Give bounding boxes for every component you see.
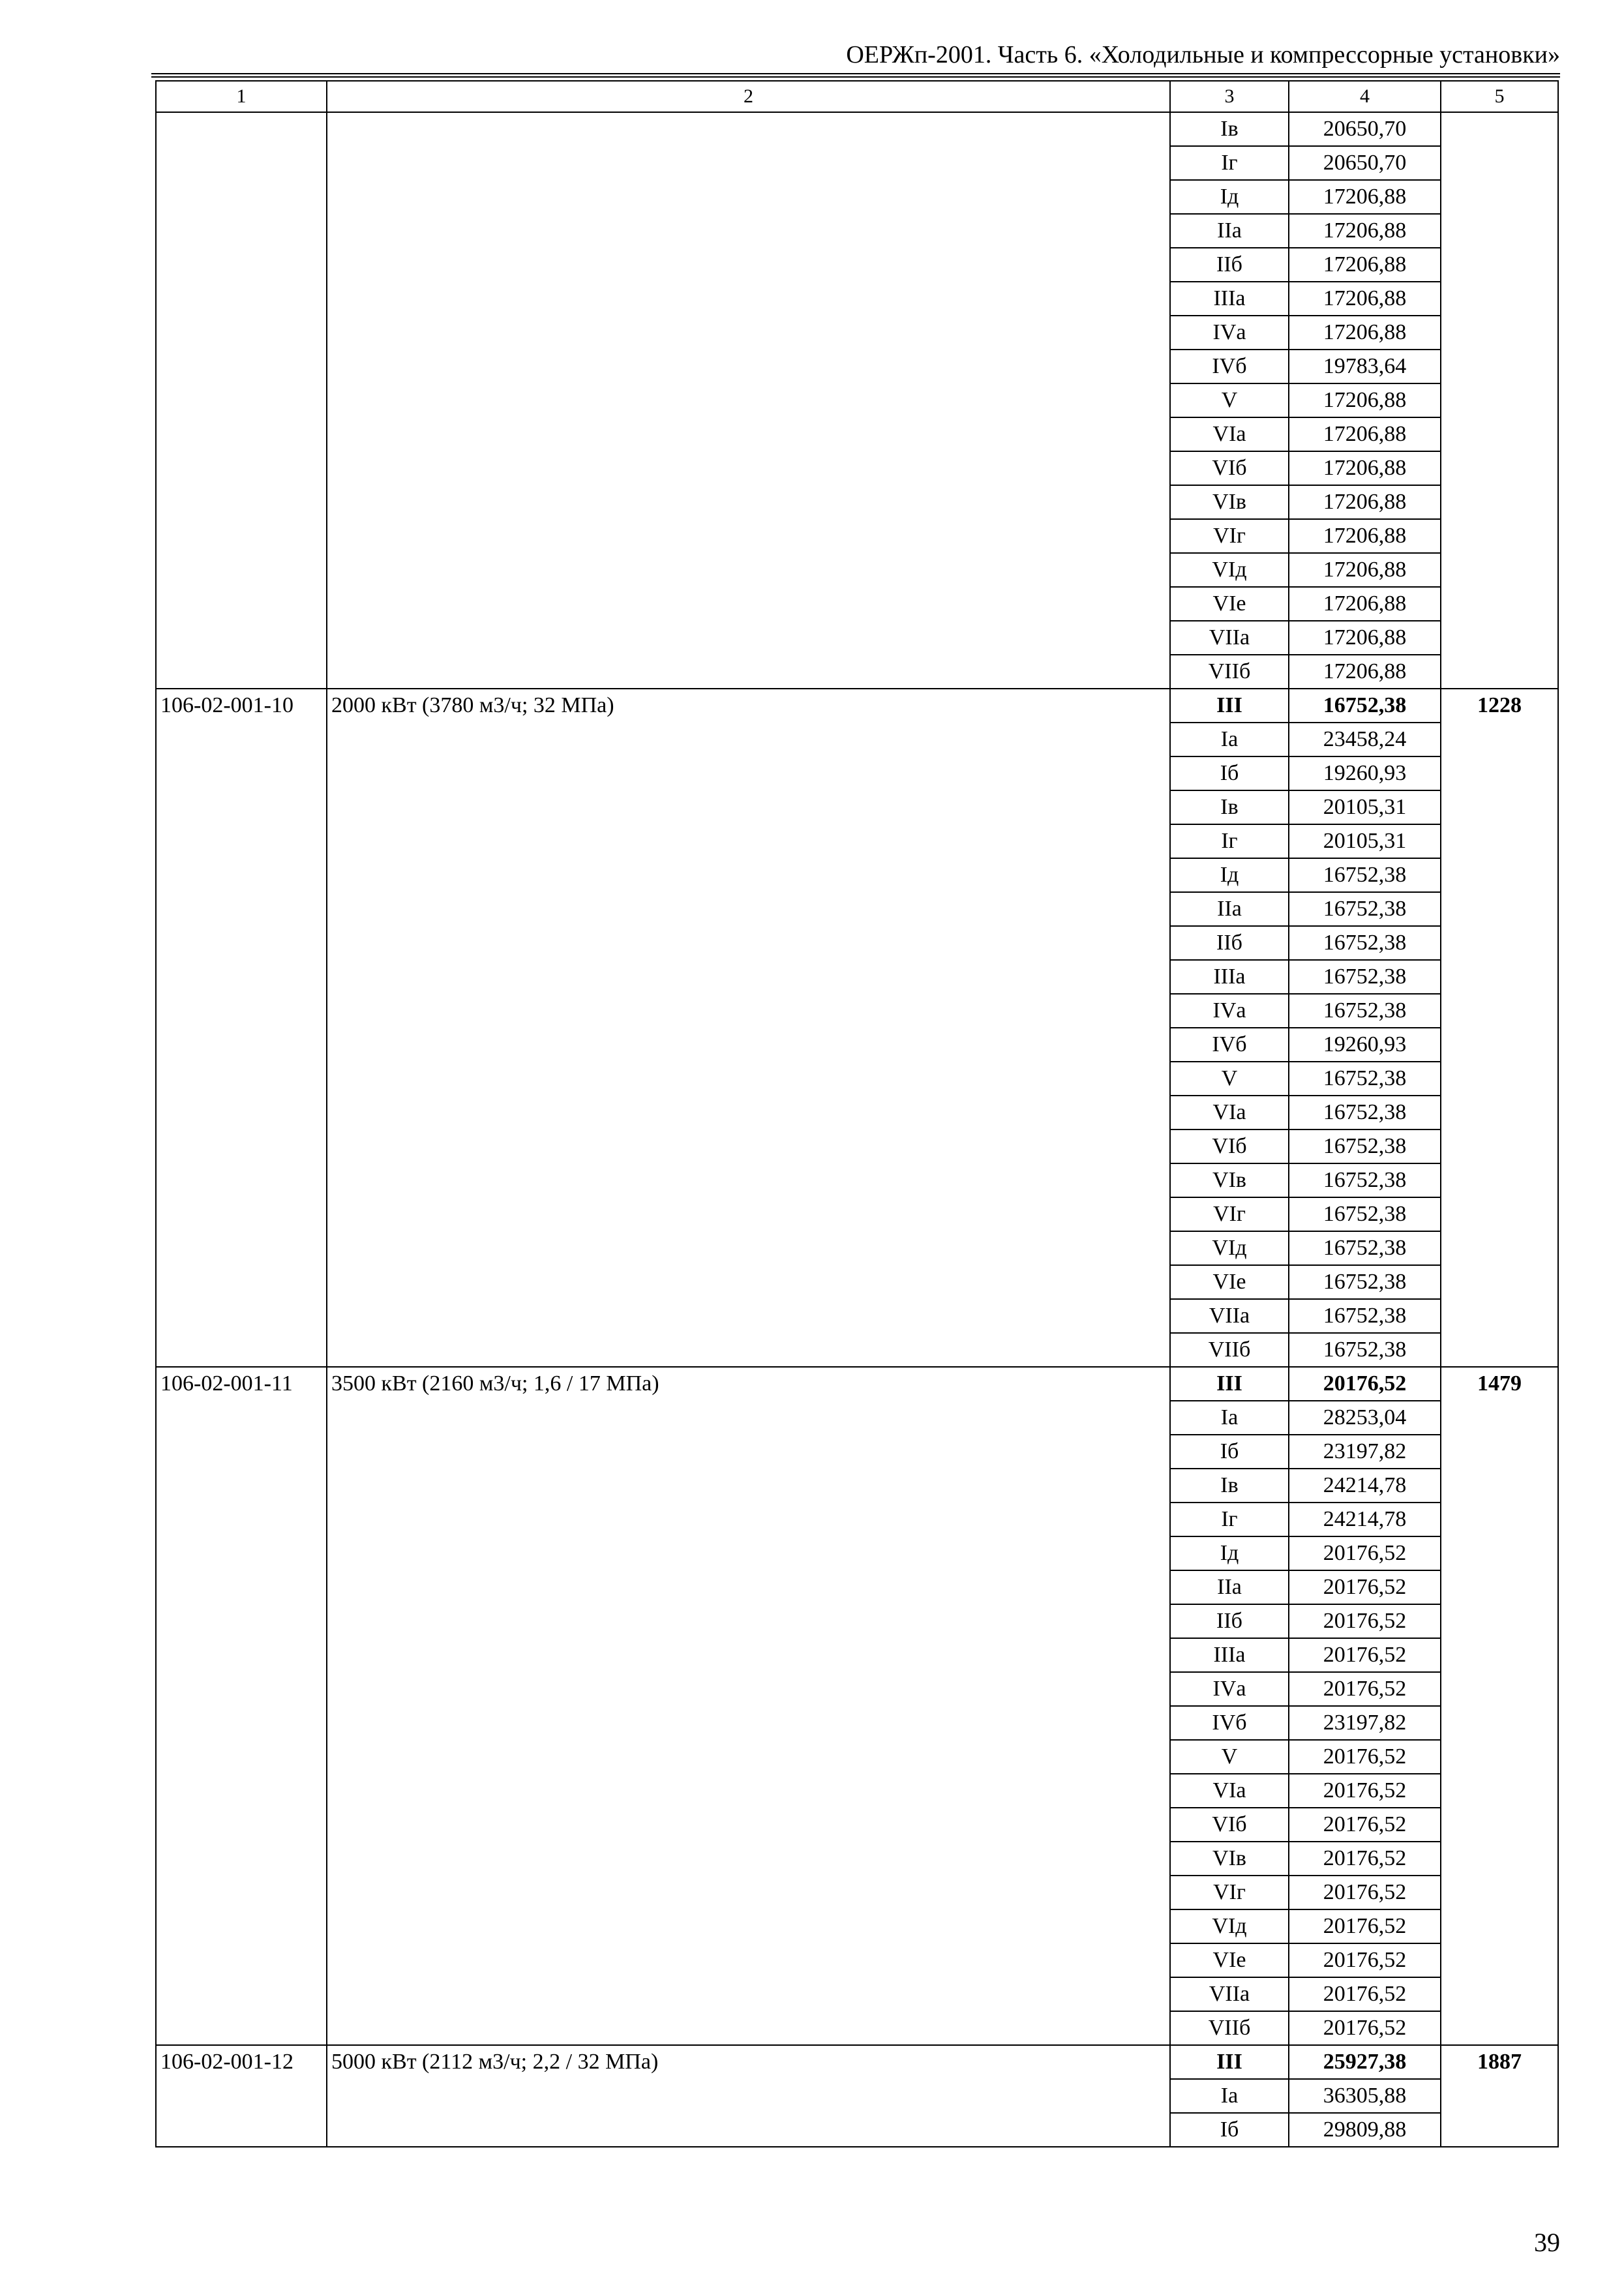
header-rule-top: [151, 73, 1560, 74]
price-cell: 20176,52: [1289, 1909, 1441, 1943]
price-cell: 20176,52: [1289, 1672, 1441, 1706]
price-cell: 17206,88: [1289, 214, 1441, 248]
zone-cell: IVб: [1170, 350, 1289, 383]
zone-cell: VIд: [1170, 553, 1289, 587]
price-cell: 19783,64: [1289, 350, 1441, 383]
zone-cell: IVа: [1170, 1672, 1289, 1706]
price-cell: 20176,52: [1289, 1943, 1441, 1977]
price-cell: 17206,88: [1289, 282, 1441, 316]
zone-cell: III: [1170, 2045, 1289, 2079]
zone-cell: Iа: [1170, 1401, 1289, 1435]
item-description: 2000 кВт (3780 м3/ч; 32 МПа): [327, 689, 1170, 1367]
zone-cell: VIе: [1170, 587, 1289, 621]
zone-cell: VIа: [1170, 1096, 1289, 1130]
zone-cell: Iб: [1170, 1435, 1289, 1469]
zone-cell: Iа: [1170, 723, 1289, 756]
table-row: [156, 2045, 1558, 2079]
zone-cell: IIб: [1170, 1604, 1289, 1638]
zone-cell: VIв: [1170, 485, 1289, 519]
price-cell: 20176,52: [1289, 1876, 1441, 1909]
zone-cell: Iд: [1170, 1536, 1289, 1570]
zone-cell: V: [1170, 383, 1289, 417]
price-cell: 20176,52: [1289, 1638, 1441, 1672]
item-description: [327, 112, 1170, 689]
price-cell: 17206,88: [1289, 587, 1441, 621]
zone-cell: III: [1170, 1367, 1289, 1401]
zone-cell: VIа: [1170, 1774, 1289, 1808]
zone-cell: VIд: [1170, 1231, 1289, 1265]
price-cell: 20176,52: [1289, 1740, 1441, 1774]
zone-cell: VIа: [1170, 417, 1289, 451]
price-cell: 17206,88: [1289, 485, 1441, 519]
page-header: ОЕРЖп-2001. Часть 6. «Холодильные и компрессорные установки»: [846, 41, 1560, 68]
price-cell: 19260,93: [1289, 1028, 1441, 1062]
price-cell: 20176,52: [1289, 1536, 1441, 1570]
zone-cell: VIIа: [1170, 1299, 1289, 1333]
column-number-row: [156, 81, 1558, 112]
zone-cell: VIб: [1170, 1808, 1289, 1842]
price-cell: 17206,88: [1289, 248, 1441, 282]
price-cell: 28253,04: [1289, 1401, 1441, 1435]
zone-cell: IVб: [1170, 1028, 1289, 1062]
price-cell: 17206,88: [1289, 383, 1441, 417]
price-cell: 16752,38: [1289, 1299, 1441, 1333]
price-cell: 20176,52: [1289, 2011, 1441, 2045]
table-row: [156, 689, 1558, 723]
price-cell: 20176,52: [1289, 1842, 1441, 1876]
zone-cell: IIб: [1170, 248, 1289, 282]
item-number: 1228: [1441, 689, 1558, 1367]
zone-cell: IVа: [1170, 994, 1289, 1028]
zone-cell: IIIа: [1170, 1638, 1289, 1672]
zone-cell: Iд: [1170, 858, 1289, 892]
zone-cell: VIг: [1170, 519, 1289, 553]
price-cell: 24214,78: [1289, 1503, 1441, 1536]
zone-cell: VIб: [1170, 451, 1289, 485]
price-cell: 19260,93: [1289, 756, 1441, 790]
zone-cell: IVб: [1170, 1706, 1289, 1740]
column-number: 2: [327, 81, 1170, 112]
zone-cell: Iв: [1170, 112, 1289, 146]
zone-cell: VIIа: [1170, 621, 1289, 655]
zone-cell: III: [1170, 689, 1289, 723]
item-description: 5000 кВт (2112 м3/ч; 2,2 / 32 МПа): [327, 2045, 1170, 2147]
zone-cell: Iв: [1170, 790, 1289, 824]
price-cell: 20176,52: [1289, 1367, 1441, 1401]
price-cell: 16752,38: [1289, 892, 1441, 926]
price-cell: 16752,38: [1289, 1062, 1441, 1096]
zone-cell: VIе: [1170, 1265, 1289, 1299]
zone-cell: Iг: [1170, 824, 1289, 858]
price-cell: 16752,38: [1289, 858, 1441, 892]
zone-cell: Iб: [1170, 2113, 1289, 2147]
price-cell: 20176,52: [1289, 1977, 1441, 2011]
zone-cell: Iб: [1170, 756, 1289, 790]
zone-cell: Iа: [1170, 2079, 1289, 2113]
zone-cell: VIIб: [1170, 1333, 1289, 1367]
price-cell: 20650,70: [1289, 112, 1441, 146]
price-cell: 16752,38: [1289, 926, 1441, 960]
price-cell: 20176,52: [1289, 1774, 1441, 1808]
price-cell: 16752,38: [1289, 1163, 1441, 1197]
price-cell: 16752,38: [1289, 1130, 1441, 1163]
price-cell: 16752,38: [1289, 1231, 1441, 1265]
price-cell: 16752,38: [1289, 1265, 1441, 1299]
price-cell: 17206,88: [1289, 655, 1441, 689]
price-cell: 23197,82: [1289, 1435, 1441, 1469]
price-cell: 17206,88: [1289, 553, 1441, 587]
price-cell: 16752,38: [1289, 1096, 1441, 1130]
price-cell: 16752,38: [1289, 994, 1441, 1028]
price-table: [155, 80, 1559, 2147]
column-number: 1: [156, 81, 327, 112]
zone-cell: V: [1170, 1062, 1289, 1096]
item-code: 106-02-001-12: [156, 2045, 327, 2147]
table-row: [156, 112, 1558, 146]
zone-cell: V: [1170, 1740, 1289, 1774]
item-code: [156, 112, 327, 689]
item-number: 1479: [1441, 1367, 1558, 2045]
price-cell: 17206,88: [1289, 519, 1441, 553]
price-cell: 24214,78: [1289, 1469, 1441, 1503]
price-cell: 20176,52: [1289, 1808, 1441, 1842]
zone-cell: VIе: [1170, 1943, 1289, 1977]
price-cell: 17206,88: [1289, 417, 1441, 451]
column-number: 5: [1441, 81, 1558, 112]
zone-cell: VIг: [1170, 1876, 1289, 1909]
item-code: 106-02-001-10: [156, 689, 327, 1367]
price-cell: 17206,88: [1289, 451, 1441, 485]
price-cell: 17206,88: [1289, 316, 1441, 350]
price-cell: 16752,38: [1289, 960, 1441, 994]
zone-cell: VIв: [1170, 1163, 1289, 1197]
item-code: 106-02-001-11: [156, 1367, 327, 2045]
zone-cell: VIIб: [1170, 655, 1289, 689]
zone-cell: IIа: [1170, 1570, 1289, 1604]
zone-cell: IIIа: [1170, 282, 1289, 316]
price-cell: 20176,52: [1289, 1570, 1441, 1604]
zone-cell: Iд: [1170, 180, 1289, 214]
zone-cell: VIд: [1170, 1909, 1289, 1943]
column-number: 4: [1289, 81, 1441, 112]
item-description: 3500 кВт (2160 м3/ч; 1,6 / 17 МПа): [327, 1367, 1170, 2045]
price-cell: 20650,70: [1289, 146, 1441, 180]
zone-cell: VIв: [1170, 1842, 1289, 1876]
zone-cell: IVа: [1170, 316, 1289, 350]
zone-cell: IIIа: [1170, 960, 1289, 994]
zone-cell: Iг: [1170, 146, 1289, 180]
price-cell: 17206,88: [1289, 621, 1441, 655]
zone-cell: IIа: [1170, 892, 1289, 926]
table-row: [156, 1367, 1558, 1401]
price-cell: 23197,82: [1289, 1706, 1441, 1740]
price-cell: 17206,88: [1289, 180, 1441, 214]
price-cell: 16752,38: [1289, 1197, 1441, 1231]
price-cell: 16752,38: [1289, 689, 1441, 723]
zone-cell: VIб: [1170, 1130, 1289, 1163]
price-cell: 29809,88: [1289, 2113, 1441, 2147]
price-cell: 20176,52: [1289, 1604, 1441, 1638]
zone-cell: VIIа: [1170, 1977, 1289, 2011]
zone-cell: IIб: [1170, 926, 1289, 960]
zone-cell: VIIб: [1170, 2011, 1289, 2045]
price-cell: 23458,24: [1289, 723, 1441, 756]
item-number: 1887: [1441, 2045, 1558, 2147]
zone-cell: VIг: [1170, 1197, 1289, 1231]
page-number: 39: [1534, 2228, 1560, 2257]
column-number: 3: [1170, 81, 1289, 112]
price-cell: 16752,38: [1289, 1333, 1441, 1367]
price-cell: 20105,31: [1289, 824, 1441, 858]
price-cell: 20105,31: [1289, 790, 1441, 824]
header-rule-bottom: [151, 76, 1560, 78]
zone-cell: IIа: [1170, 214, 1289, 248]
zone-cell: Iг: [1170, 1503, 1289, 1536]
item-number: [1441, 112, 1558, 689]
price-cell: 25927,38: [1289, 2045, 1441, 2079]
zone-cell: Iв: [1170, 1469, 1289, 1503]
price-cell: 36305,88: [1289, 2079, 1441, 2113]
